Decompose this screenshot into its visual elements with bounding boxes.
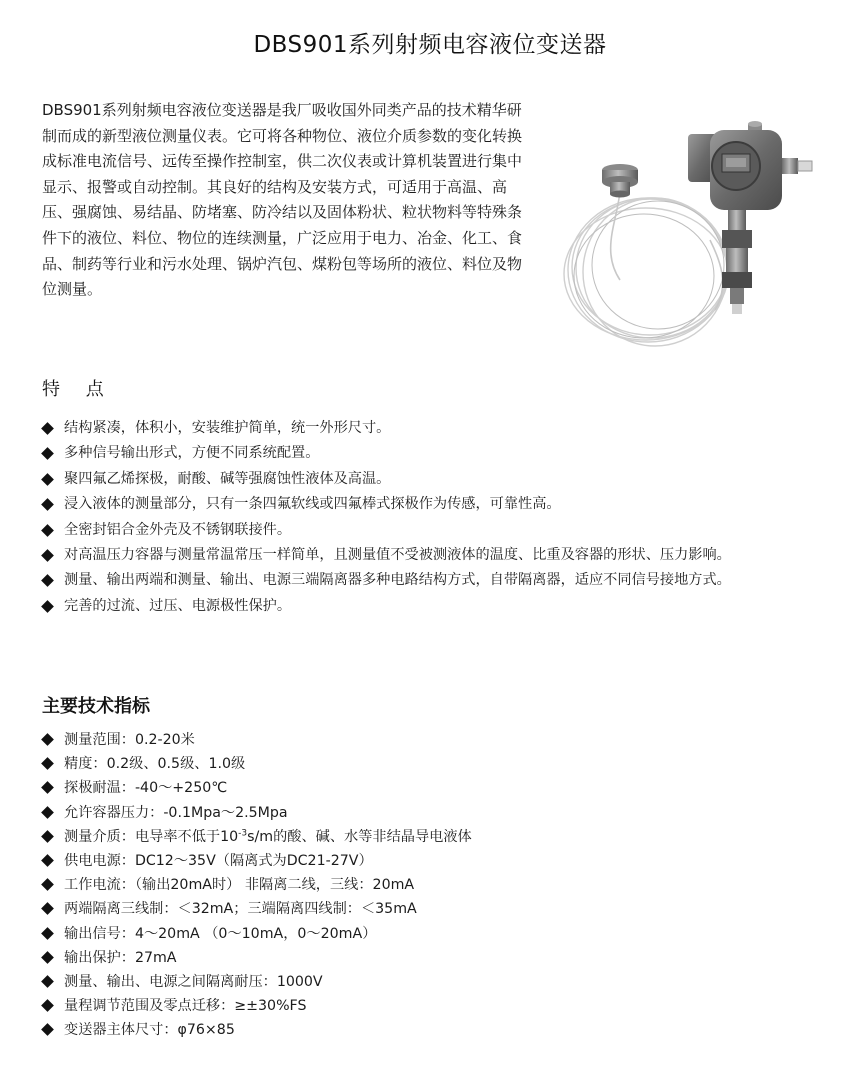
diamond-bullet-icon xyxy=(41,498,54,511)
diamond-bullet-icon xyxy=(41,524,54,537)
diamond-bullet-icon xyxy=(41,927,54,940)
spec-size: 变送器主体尺寸：φ76×85 xyxy=(42,1018,834,1042)
specs-list xyxy=(42,728,834,1042)
feature-item: 结构紧凑，体积小，安装维护简单，统一外形尺寸。 xyxy=(42,416,834,441)
diamond-bullet-icon xyxy=(41,902,54,915)
spec-current: 工作电流：（输出20mA时） 非隔离二线，三线：20mA xyxy=(42,873,834,897)
diamond-bullet-icon xyxy=(41,600,54,613)
spec-protection: 输出保护：27mA xyxy=(42,946,834,970)
diamond-bullet-icon xyxy=(41,757,54,770)
diamond-bullet-icon xyxy=(41,473,54,486)
diamond-bullet-icon xyxy=(41,1023,54,1036)
feature-item: 全密封铝合金外壳及不锈钢联接件。 xyxy=(42,518,834,543)
diamond-bullet-icon xyxy=(41,878,54,891)
diamond-bullet-icon xyxy=(41,448,54,461)
spec-withstand: 测量、输出、电源之间隔离耐压：1000V xyxy=(42,970,834,994)
spec-power: 供电电源：DC12～35V（隔离式为DC21-27V） xyxy=(42,849,834,873)
spec-isolation: 两端隔离三线制：＜32mA；三端隔离四线制：＜35mA xyxy=(42,897,834,921)
diamond-bullet-icon xyxy=(41,975,54,988)
feature-item: 测量、输出两端和测量、输出、电源三端隔离器多种电路结构方式，自带隔离器，适应不同信号接地方式。 xyxy=(42,568,834,593)
features-heading: 特 点 xyxy=(42,379,114,400)
feature-item: 对高温压力容器与测量常温常压一样简单，且测量值不受被测液体的温度、比重及容器的形状、压力影响。 xyxy=(42,543,834,568)
feature-item: 聚四氟乙烯探极，耐酸、碱等强腐蚀性液体及高温。 xyxy=(42,467,834,492)
spec-temperature: 探极耐温：-40～+250℃ xyxy=(42,776,834,800)
feature-item: 多种信号输出形式，方便不同系统配置。 xyxy=(42,441,834,466)
spec-accuracy: 精度：0.2级、0.5级、1.0级 xyxy=(42,752,834,776)
diamond-bullet-icon xyxy=(41,575,54,588)
diamond-bullet-icon xyxy=(41,782,54,795)
spec-range: 测量范围：0.2-20米 xyxy=(42,728,834,752)
features-list xyxy=(42,416,834,619)
spec-pressure: 允许容器压力：-0.1Mpa～2.5Mpa xyxy=(42,801,834,825)
spec-output: 输出信号：4～20mA （0～10mA，0～20mA） xyxy=(42,922,834,946)
diamond-bullet-icon xyxy=(41,951,54,964)
diamond-bullet-icon xyxy=(41,854,54,867)
spec-adjust: 量程调节范围及零点迁移：≥±30%FS xyxy=(42,994,834,1018)
intro-paragraph: DBS901系列射频电容液位变送器是我厂吸收国外同类产品的技术精华研制而成的新型液位测量仪表。它可将各种物位、液位介质参数的变化转换成标准电流信号、远传至操作控制室，供二次仪表或计算机装置进行集中显示、报警或自动控制。其良好的结构及安装方式，可适用于高温、高压、强腐蚀、易结晶、防堵塞、防冷结以及固体粉状、粒状物料等特殊条件下的液位、料位、物位的连续测量，广泛应用于电力、冶金、化工、食品、制药等行业和污水处理、锅炉汽包、煤粉包等场所的液位、料位及物位测量。 xyxy=(42,101,523,299)
feature-item: 完善的过流、过压、电源极性保护。 xyxy=(42,594,834,619)
spec-medium: 测量介质：电导率不低于$10^{-3}s/m$的酸、碱、水等非结晶导电液体 xyxy=(42,825,834,849)
diamond-bullet-icon xyxy=(41,422,54,435)
diamond-bullet-icon xyxy=(41,999,54,1012)
diamond-bullet-icon xyxy=(41,733,54,746)
diamond-bullet-icon xyxy=(41,806,54,819)
feature-item: 浸入液体的测量部分，只有一条四氟软线或四氟棒式探极作为传感，可靠性高。 xyxy=(42,492,834,517)
product-photo xyxy=(560,110,830,360)
page-title: DBS901系列射频电容液位变送器 xyxy=(253,32,607,58)
diamond-bullet-icon xyxy=(41,830,54,843)
diamond-bullet-icon xyxy=(41,549,54,562)
specs-heading: 主要技术指标 xyxy=(42,696,150,717)
